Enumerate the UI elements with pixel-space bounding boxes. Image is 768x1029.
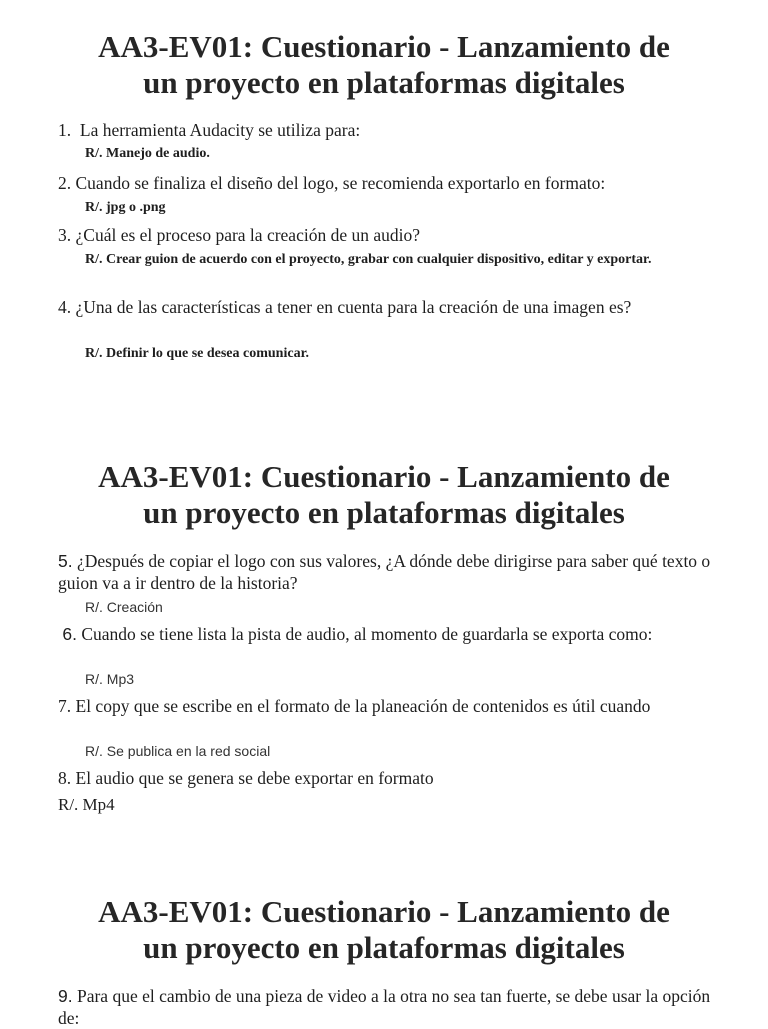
answer-6: R/. Mp3	[85, 671, 135, 687]
question-number: 7.	[58, 696, 72, 716]
page-title-repeat-3	[40, 894, 728, 966]
title-line-2: un proyecto en plataformas digitales	[143, 495, 625, 530]
answer-2: R/. jpg o .png	[85, 200, 166, 215]
question-2	[58, 172, 718, 194]
page-title-repeat-2	[40, 459, 728, 531]
question-number: 3.	[58, 225, 72, 245]
question-number: 4.	[58, 297, 72, 317]
answer-7: R/. Se publica en la red social	[85, 743, 271, 759]
question-text: ¿Después de copiar el logo con sus valores, ¿A dónde debe dirigirse para saber qué texto o guion va a ir dentro de la historia?	[58, 551, 711, 593]
question-4	[58, 296, 718, 318]
question-3	[58, 224, 718, 246]
title-line-1: AA3-EV01: Cuestionario - Lanzamiento de	[98, 459, 670, 494]
question-text: ¿Una de las características a tener en cuenta para la creación de una imagen es?	[75, 297, 632, 317]
question-text: Para que el cambio de una pieza de video a la otra no sea tan fuerte, se debe usar la opción de:	[58, 986, 711, 1028]
question-text: ¿Cuál es el proceso para la creación de un audio?	[75, 225, 420, 245]
answer-8: R/. Mp4	[58, 795, 115, 814]
question-5	[58, 550, 718, 594]
question-7	[58, 695, 718, 717]
question-number: 1.	[58, 120, 72, 140]
title-line-1: AA3-EV01: Cuestionario - Lanzamiento de	[98, 29, 670, 64]
question-number: 9.	[58, 986, 73, 1006]
page-title	[40, 29, 728, 101]
question-text: Cuando se finaliza el diseño del logo, se recomienda exportarlo en formato:	[75, 173, 606, 193]
question-number: 6.	[62, 624, 77, 644]
question-text: El copy que se escribe en el formato de la planeación de contenidos es útil cuando	[75, 696, 651, 716]
title-line-2: un proyecto en plataformas digitales	[143, 930, 625, 965]
answer-5: R/. Creación	[85, 599, 163, 615]
question-number: 5.	[58, 551, 73, 571]
question-text: Cuando se tiene lista la pista de audio, al momento de guardarla se exporta como:	[81, 624, 653, 644]
answer-4: R/. Definir lo que se desea comunicar.	[85, 346, 309, 361]
title-line-1: AA3-EV01: Cuestionario - Lanzamiento de	[98, 894, 670, 929]
question-text: El audio que se genera se debe exportar en formato	[75, 768, 434, 788]
question-text: La herramienta Audacity se utiliza para:	[71, 120, 361, 140]
question-9	[58, 985, 718, 1029]
question-1	[58, 119, 718, 141]
title-line-2: un proyecto en plataformas digitales	[143, 65, 625, 100]
question-number: 2.	[58, 173, 72, 193]
answer-1: R/. Manejo de audio.	[85, 146, 210, 161]
question-6	[58, 623, 718, 645]
question-number: 8.	[58, 768, 72, 788]
answer-3: R/. Crear guion de acuerdo con el proyecto, grabar con cualquier dispositivo, editar y exportar.	[85, 252, 652, 267]
question-8	[58, 767, 718, 789]
